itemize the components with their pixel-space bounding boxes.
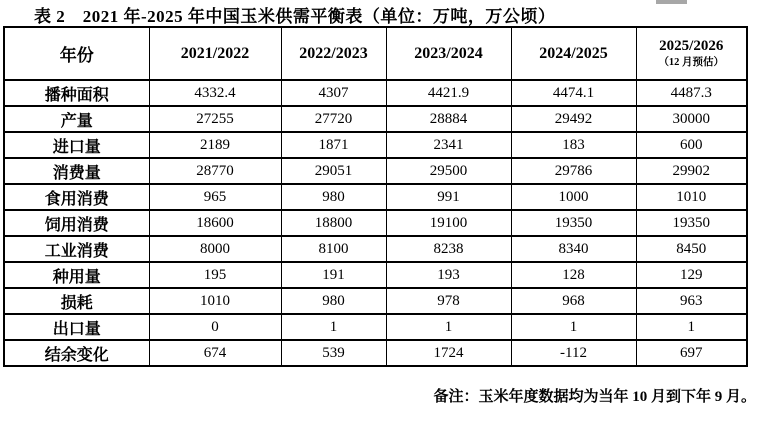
table-row-balance-change <box>4 340 747 366</box>
table-footnote: 备注：玉米年度数据均为当年 10 月到下年 9 月。 <box>433 389 756 405</box>
table-cell: 29051 <box>281 158 386 184</box>
table-cell: 191 <box>281 262 386 288</box>
table-cell: 29492 <box>511 106 636 132</box>
header-year-label: 年份 <box>4 27 149 80</box>
row-label: 饲用消费 <box>4 210 149 236</box>
table-cell: 1000 <box>511 184 636 210</box>
table-row-food-use <box>4 184 747 210</box>
table-cell: 28770 <box>149 158 281 184</box>
table-cell: 29500 <box>386 158 511 184</box>
table-row-exports <box>4 314 747 340</box>
table-cell: 4474.1 <box>511 80 636 106</box>
table-cell: 1724 <box>386 340 511 366</box>
table-cell: 980 <box>281 184 386 210</box>
header-column: 2023/2024 <box>386 27 511 80</box>
row-label: 播种面积 <box>4 80 149 106</box>
table-cell: 0 <box>149 314 281 340</box>
table-cell: 2189 <box>149 132 281 158</box>
row-label: 消费量 <box>4 158 149 184</box>
row-label: 种用量 <box>4 262 149 288</box>
row-label: 工业消费 <box>4 236 149 262</box>
table-title: 表 2 2021 年-2025 年中国玉米供需平衡表（单位：万吨，万公顷） <box>34 7 556 26</box>
table-cell: 4332.4 <box>149 80 281 106</box>
table-cell: 8238 <box>386 236 511 262</box>
table-cell: 18600 <box>149 210 281 236</box>
table-cell: 195 <box>149 262 281 288</box>
table-cell: 8000 <box>149 236 281 262</box>
table-cell: 965 <box>149 184 281 210</box>
header-column-label: 2025/2026 <box>659 38 724 55</box>
table-cell: 4421.9 <box>386 80 511 106</box>
table-cell: 980 <box>281 288 386 314</box>
header-column-forecast <box>636 27 747 80</box>
table-cell: 1 <box>636 314 747 340</box>
table-cell: 1 <box>511 314 636 340</box>
table-cell: 1 <box>386 314 511 340</box>
table-cell: 19350 <box>636 210 747 236</box>
header-row <box>4 27 747 80</box>
table-cell: 1871 <box>281 132 386 158</box>
table-row-consumption <box>4 158 747 184</box>
table-cell: 27720 <box>281 106 386 132</box>
table-cell: 193 <box>386 262 511 288</box>
table-cell: 963 <box>636 288 747 314</box>
table-cell: 19100 <box>386 210 511 236</box>
row-label: 食用消费 <box>4 184 149 210</box>
table-cell: 8450 <box>636 236 747 262</box>
header-column: 2021/2022 <box>149 27 281 80</box>
supply-demand-balance-table <box>3 26 748 367</box>
table-cell: 19350 <box>511 210 636 236</box>
table-cell: -112 <box>511 340 636 366</box>
row-label: 结余变化 <box>4 340 149 366</box>
table-cell: 1010 <box>636 184 747 210</box>
table-cell: 968 <box>511 288 636 314</box>
table-row-seed-use <box>4 262 747 288</box>
row-label: 损耗 <box>4 288 149 314</box>
table-cell: 183 <box>511 132 636 158</box>
row-label: 产量 <box>4 106 149 132</box>
header-forecast-note: （12 月预估） <box>658 56 725 68</box>
table-cell: 674 <box>149 340 281 366</box>
table-cell: 18800 <box>281 210 386 236</box>
table-cell: 4307 <box>281 80 386 106</box>
table-row-imports <box>4 132 747 158</box>
header-column: 2024/2025 <box>511 27 636 80</box>
row-label: 出口量 <box>4 314 149 340</box>
table-row-industrial-use <box>4 236 747 262</box>
table-cell: 30000 <box>636 106 747 132</box>
header-column: 2022/2023 <box>281 27 386 80</box>
table-cell: 1010 <box>149 288 281 314</box>
table-cell: 28884 <box>386 106 511 132</box>
table-cell: 128 <box>511 262 636 288</box>
table-cell: 697 <box>636 340 747 366</box>
table-cell: 29902 <box>636 158 747 184</box>
table-cell: 8100 <box>281 236 386 262</box>
table-cell: 27255 <box>149 106 281 132</box>
table-row-feed-use <box>4 210 747 236</box>
table-cell: 600 <box>636 132 747 158</box>
table-cell: 4487.3 <box>636 80 747 106</box>
table-cell: 539 <box>281 340 386 366</box>
table-cell: 29786 <box>511 158 636 184</box>
table-cell: 991 <box>386 184 511 210</box>
cropped-ui-fragment <box>656 0 687 4</box>
table-cell: 129 <box>636 262 747 288</box>
table-cell: 1 <box>281 314 386 340</box>
row-label: 进口量 <box>4 132 149 158</box>
table-row-production <box>4 106 747 132</box>
table-row-sown-area <box>4 80 747 106</box>
table-cell: 8340 <box>511 236 636 262</box>
table-row-loss <box>4 288 747 314</box>
table-cell: 978 <box>386 288 511 314</box>
table-cell: 2341 <box>386 132 511 158</box>
